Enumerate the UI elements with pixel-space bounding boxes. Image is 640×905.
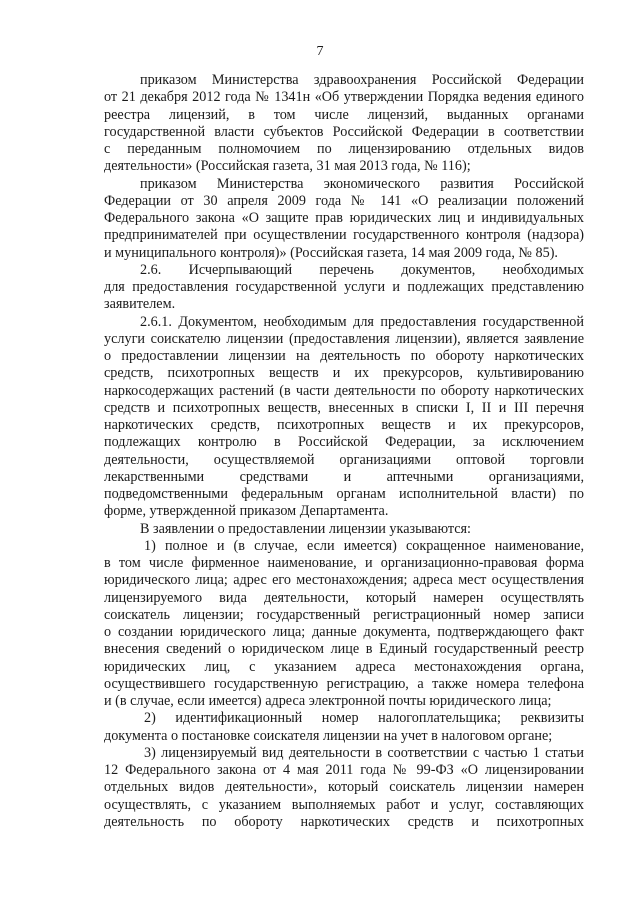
text-line: лицензируемого вида деятельности, который намерен осуществлять — [104, 589, 584, 606]
text-line: подведомственными федеральным органам исполнительной власти) по — [104, 486, 584, 502]
text-line: деятельности, осуществляемой организациями оптовой торговли — [104, 451, 584, 468]
text-line: приказом Министерства экономического развития Российской — [140, 175, 584, 192]
text-line: форме, утвержденной приказом Департамента. — [104, 503, 389, 520]
text-line: о предоставлении лицензии на деятельность по обороту наркотических — [104, 348, 584, 364]
text-line: осуществлять, с указанием выполняемых работ и услуг, составляющих — [104, 796, 584, 813]
text-line: Федерального закона «О защите прав юридических лиц и индивидуальных — [104, 210, 584, 226]
text-line: деятельность по обороту наркотических средств и психотропных — [104, 813, 584, 830]
text-line: услуги соискателю лицензии (предоставления лицензии), является заявление — [104, 330, 584, 347]
text-line: для предоставления государственной услуги и подлежащих представлению — [104, 279, 584, 295]
text-line: подлежащих контролю в Российской Федерации, за исключением — [104, 434, 584, 451]
text-line: 3) лицензируемый вид деятельности в соответствии с частью 1 статьи — [144, 744, 584, 761]
text-line: наркосодержащих растений (в части деятельности по обороту наркотических — [104, 382, 584, 399]
text-line: осуществившего государственную регистрацию, а также номера телефона — [104, 675, 584, 692]
text-line: и (в случае, если имеется) адреса электронной почты юридического лица; — [104, 693, 552, 709]
text-line: 2) идентификационный номер налогоплательщика; реквизиты — [144, 710, 584, 727]
text-line: от 21 декабря 2012 года № 1341н «Об утверждении Порядка ведения единого — [104, 89, 584, 106]
text-line: деятельности» (Российская газета, 31 мая 2013 года, № 116); — [104, 158, 471, 175]
text-line: с переданным полномочием по лицензированию отдельных видов — [104, 141, 584, 157]
text-line: в том числе фирменное наименование, и организационно-правовая форма — [104, 555, 584, 571]
text-line: 2.6.1. Документом, необходимым для предоставления государственной — [140, 313, 584, 330]
text-line: о создании юридического лица; данные документа, подтверждающего факт — [104, 624, 584, 640]
text-line: лекарственными средствами и аптечными организациями, — [104, 468, 584, 485]
document-body — [104, 72, 584, 831]
text-line: наркотических средств, психотропных веществ и их прекурсоров, — [104, 417, 584, 433]
text-line: приказом Министерства здравоохранения Российской Федерации — [140, 72, 584, 88]
text-line: 12 Федерального закона от 4 мая 2011 года № 99-ФЗ «О лицензировании — [104, 762, 584, 778]
text-line: юридического лица; адрес его местонахождения; адреса мест осуществления — [104, 572, 584, 589]
text-line: юридических лиц, с указанием адреса местонахождения органа, — [104, 658, 584, 675]
text-line: реестра лицензий, в том числе лицензий, выданных органами — [104, 106, 584, 123]
text-line: средств и психотропных веществ, внесенных в списки I, II и III перечня — [104, 399, 584, 416]
text-line: 2.6. Исчерпывающий перечень документов, необходимых — [140, 261, 584, 278]
text-line: и муниципального контроля)» (Российская газета, 14 мая 2009 года, № 85). — [104, 244, 558, 261]
text-line: В заявлении о предоставлении лицензии указываются: — [140, 520, 471, 537]
text-line: соискатель лицензии; государственный регистрационный номер записи — [104, 606, 584, 623]
text-line: предпринимателей при осуществлении государственного контроля (надзора) — [104, 227, 584, 244]
text-line: документа о постановке соискателя лицензии на учет в налоговом органе; — [104, 727, 553, 744]
text-line: заявителем. — [104, 296, 176, 313]
page-number: 7 — [316, 44, 324, 59]
text-line: государственной власти субъектов Российской Федерации в соответствии — [104, 123, 584, 140]
text-line: 1) полное и (в случае, если имеется) сокращенное наименование, — [144, 537, 584, 554]
text-line: внесения сведений о юридическом лице в Единый государственный реестр — [104, 641, 584, 658]
text-line: средств, психотропных веществ и их прекурсоров, культивированию — [104, 365, 584, 382]
text-line: отдельных видов деятельности», который соискатель лицензии намерен — [104, 779, 584, 796]
text-line: Федерации от 30 апреля 2009 года № 141 «О реализации положений — [104, 192, 584, 209]
